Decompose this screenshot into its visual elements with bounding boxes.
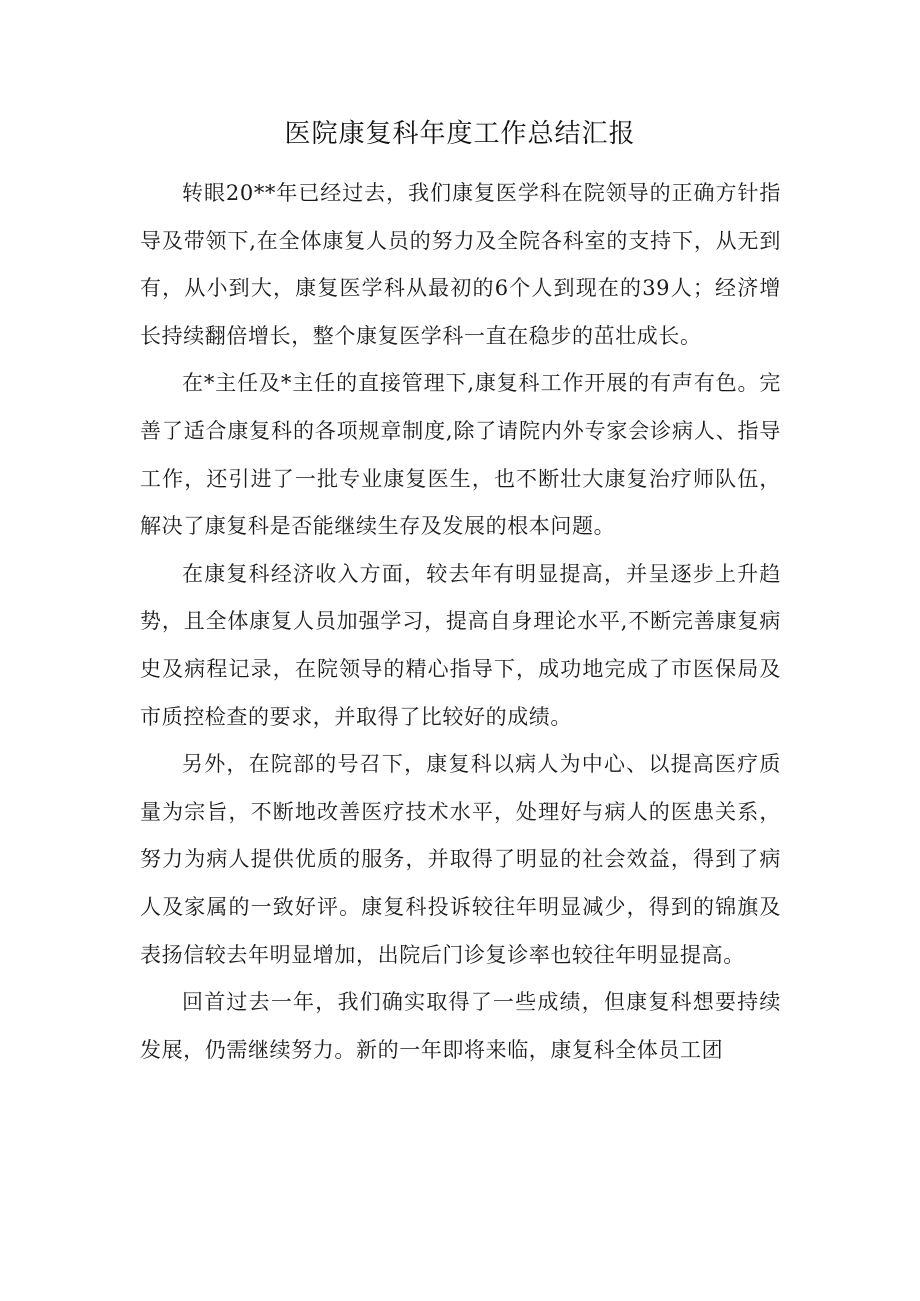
document-body — [140, 170, 781, 1074]
paragraph-3: 在康复科经济收入方面，较去年有明显提高，并呈逐步上升趋势，且全体康复人员加强学习，提高自身理论水平,不断完善康复病史及病程记录，在院领导的精心指导下，成功地完成了市医保局及市质控检查的要求，并取得了比较好的成绩。 — [140, 561, 781, 729]
paragraph-2: 在*主任及*主任的直接管理下,康复科工作开展的有声有色。完善了适合康复科的各项规章制度,除了请院内外专家会诊病人、指导工作，还引进了一批专业康复医生，也不断壮大康复治疗师队伍，解决了康复科是否能继续生存及发展的根本问题。 — [140, 371, 781, 539]
paragraph-4: 另外，在院部的号召下，康复科以病人为中心、以提高医疗质量为宗旨，不断地改善医疗技术水平，处理好与病人的医患关系，努力为病人提供优质的服务，并取得了明显的社会效益，得到了病人及家属的一致好评。康复科投诉较往年明显减少，得到的锦旗及表扬信较去年明显增加，出院后门诊复诊率也较往年明显提高。 — [140, 752, 781, 967]
document-title: 医院康复科年度工作总结汇报 — [284, 119, 636, 149]
paragraph-5: 回首过去一年，我们确实取得了一些成绩，但康复科想要持续发展，仍需继续努力。新的一年即将来临，康复科全体员工团 — [140, 990, 781, 1062]
paragraph-1: 转眼20**年已经过去，我们康复医学科在院领导的正确方针指导及带领下,在全体康复人员的努力及全院各科室的支持下，从无到有，从小到大，康复医学科从最初的6个人到现在的39人；经济增长持续翻倍增长，整个康复医学科一直在稳步的茁壮成长。 — [140, 181, 781, 348]
